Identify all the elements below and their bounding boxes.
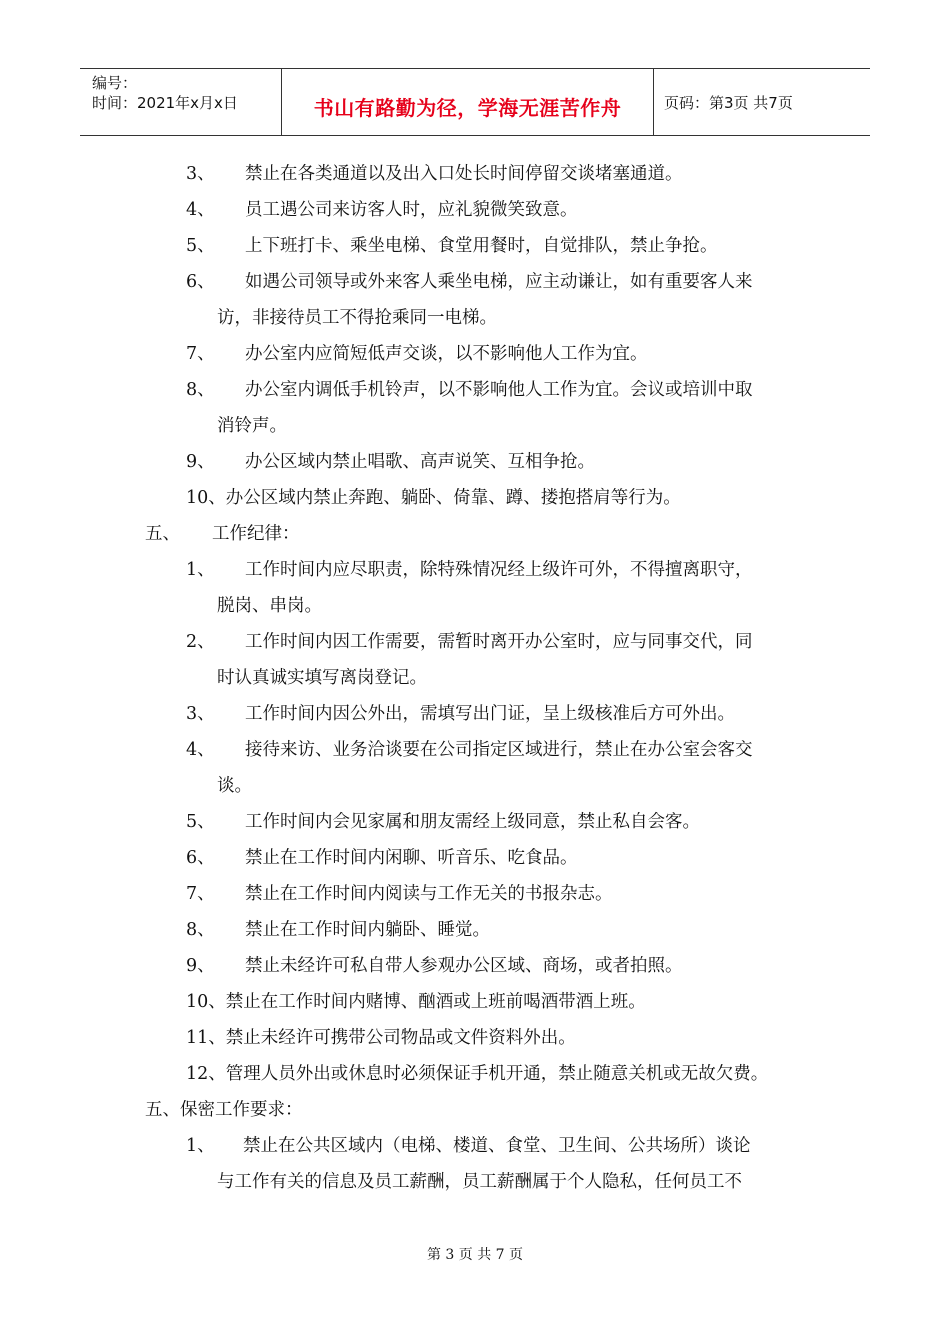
item-text: 如遇公司领导或外来客人乘坐电梯，应主动谦让，如有重要客人来 [245, 272, 753, 292]
list-item [0, 840, 950, 876]
item-text: 工作时间内因公外出，需填写出门证，呈上级核准后方可外出。 [245, 704, 735, 724]
list-item [0, 192, 950, 228]
item-text: 10、办公区域内禁止奔跑、躺卧、倚靠、蹲、搂抱搭肩等行为。 [186, 488, 681, 508]
item-number: 8、 [186, 920, 215, 940]
item-number: 8、 [186, 380, 215, 400]
header-motto: 书山有路勤为径，学海无涯苦作舟 [313, 95, 622, 120]
list-item [0, 984, 950, 1020]
list-item [0, 876, 950, 912]
item-text: 工作时间内因工作需要，需暂时离开办公室时，应与同事交代，同 [245, 632, 753, 652]
code-label: 编号： [92, 74, 138, 92]
item-text: 10、禁止在工作时间内赌博、酗酒或上班前喝酒带酒上班。 [186, 992, 646, 1012]
item-text: 时认真诚实填写离岗登记。 [217, 668, 427, 688]
list-item-continuation [0, 588, 950, 624]
header-meta [80, 69, 282, 135]
item-text: 谈。 [217, 776, 252, 796]
item-text: 禁止在各类通道以及出入口处长时间停留交谈堵塞通道。 [245, 164, 683, 184]
item-number: 1、 [186, 560, 215, 580]
item-number: 4、 [186, 200, 215, 220]
item-number: 5、 [186, 236, 215, 256]
item-text: 禁止在工作时间内阅读与工作无关的书报杂志。 [245, 884, 613, 904]
list-item [0, 1128, 950, 1164]
item-text: 禁止在公共区域内（电梯、楼道、食堂、卫生间、公共场所）谈论 [243, 1136, 751, 1156]
item-text: 访，非接待员工不得抢乘同一电梯。 [217, 308, 497, 328]
item-text: 办公室内应简短低声交谈，以不影响他人工作为宜。 [245, 344, 648, 364]
item-text: 禁止在工作时间内闲聊、听音乐、吃食品。 [245, 848, 578, 868]
item-text: 与工作有关的信息及员工薪酬，员工薪酬属于个人隐私，任何员工不 [217, 1172, 742, 1192]
list-item [0, 228, 950, 264]
list-item-continuation [0, 768, 950, 804]
item-text: 脱岗、串岗。 [217, 596, 322, 616]
section-title: 工作纪律： [212, 524, 300, 544]
list-item [0, 732, 950, 768]
page-header [80, 68, 870, 136]
item-text: 工作时间内会见家属和朋友需经上级同意，禁止私自会客。 [245, 812, 700, 832]
section-number: 五、 [145, 524, 180, 544]
section-heading [0, 1092, 950, 1128]
list-item [0, 1020, 950, 1056]
item-text: 办公区域内禁止唱歌、高声说笑、互相争抢。 [245, 452, 595, 472]
list-item [0, 444, 950, 480]
item-text: 消铃声。 [217, 416, 287, 436]
list-item [0, 696, 950, 732]
list-item-continuation [0, 660, 950, 696]
item-text: 禁止未经许可私自带人参观办公区域、商场，或者拍照。 [245, 956, 683, 976]
header-page-info: 页码：第3页 共7页 [664, 93, 793, 112]
list-item-continuation [0, 408, 950, 444]
item-text: 禁止在工作时间内躺卧、睡觉。 [245, 920, 490, 940]
item-number: 6、 [186, 848, 215, 868]
list-item [0, 336, 950, 372]
list-item [0, 552, 950, 588]
item-number: 3、 [186, 164, 215, 184]
list-item [0, 624, 950, 660]
list-item [0, 1056, 950, 1092]
document-body [0, 156, 950, 1200]
item-number: 5、 [186, 812, 215, 832]
item-number: 3、 [186, 704, 215, 724]
page-footer: 第 3 页 共 7 页 [426, 1247, 524, 1263]
header-motto-cell [282, 69, 654, 135]
item-text: 员工遇公司来访客人时，应礼貌微笑致意。 [245, 200, 578, 220]
item-text: 办公室内调低手机铃声，以不影响他人工作为宜。会议或培训中取 [245, 380, 753, 400]
item-text: 工作时间内应尽职责，除特殊情况经上级许可外，不得擅离职守， [245, 560, 753, 580]
item-text: 接待来访、业务洽谈要在公司指定区域进行，禁止在办公室会客交 [245, 740, 753, 760]
item-number: 4、 [186, 740, 215, 760]
item-number: 7、 [186, 344, 215, 364]
item-number: 6、 [186, 272, 215, 292]
list-item [0, 804, 950, 840]
section-title: 五、保密工作要求： [145, 1100, 303, 1120]
item-number: 9、 [186, 956, 215, 976]
list-item [0, 948, 950, 984]
item-text: 12、管理人员外出或休息时必须保证手机开通，禁止随意关机或无故欠费。 [186, 1064, 769, 1084]
item-number: 7、 [186, 884, 215, 904]
list-item [0, 372, 950, 408]
item-number: 2、 [186, 632, 215, 652]
item-text: 上下班打卡、乘坐电梯、食堂用餐时，自觉排队，禁止争抢。 [245, 236, 718, 256]
item-number: 9、 [186, 452, 215, 472]
time-label: 时间：2021年x月x日 [92, 94, 238, 112]
list-item-continuation [0, 300, 950, 336]
section-heading [0, 516, 950, 552]
list-item [0, 912, 950, 948]
list-item [0, 156, 950, 192]
list-item [0, 264, 950, 300]
list-item-continuation [0, 1164, 950, 1200]
item-number: 1、 [186, 1136, 215, 1156]
item-text: 11、禁止未经许可携带公司物品或文件资料外出。 [186, 1028, 576, 1048]
list-item [0, 480, 950, 516]
